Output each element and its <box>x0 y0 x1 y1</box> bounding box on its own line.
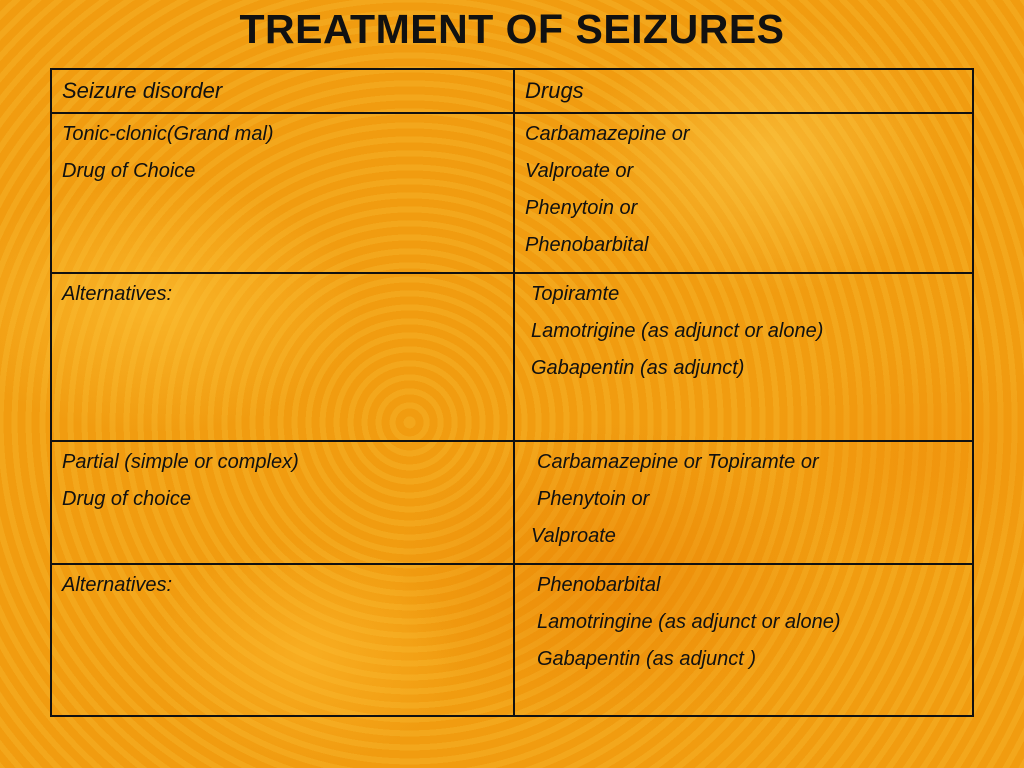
drug-text: Lamotrigine (as adjunct or alone) <box>531 320 824 342</box>
drug-text: Valproate or <box>525 160 634 182</box>
column-header-drugs: Drugs <box>514 69 973 113</box>
disorder-text: Drug of Choice <box>62 160 196 182</box>
drug-text: Phenytoin or <box>525 197 638 219</box>
column-header-seizure-disorder: Seizure disorder <box>51 69 514 113</box>
disorder-text: Drug of choice <box>62 488 191 510</box>
drug-text: Valproate <box>531 525 616 547</box>
drug-text: Phenobarbital <box>525 234 649 256</box>
disorder-cell <box>51 564 514 716</box>
drug-text: Topiramte <box>531 283 620 305</box>
drug-text: Gabapentin (as adjunct ) <box>537 648 757 670</box>
table-row <box>51 441 973 564</box>
table-header-row <box>51 69 973 113</box>
drug-text: Lamotringine (as adjunct or alone) <box>537 611 841 633</box>
drug-text: Carbamazepine or <box>525 123 690 145</box>
drug-text: Carbamazepine or Topiramte or <box>537 451 819 473</box>
drugs-cell <box>514 564 973 716</box>
drugs-cell <box>514 113 973 273</box>
drugs-cell <box>514 441 973 564</box>
disorder-text: Alternatives: <box>62 574 173 596</box>
table-row <box>51 564 973 716</box>
disorder-text: Tonic-clonic(Grand mal) <box>62 123 274 145</box>
disorder-cell <box>51 273 514 441</box>
disorder-text: Partial (simple or complex) <box>62 451 299 473</box>
slide-title: TREATMENT OF SEIZURES <box>239 6 785 52</box>
table-row <box>51 273 973 441</box>
table-row <box>51 113 973 273</box>
seizure-treatment-table <box>50 68 974 717</box>
drug-text: Phenytoin or <box>537 488 650 510</box>
drug-text: Phenobarbital <box>537 574 661 596</box>
drug-text: Gabapentin (as adjunct) <box>531 357 745 379</box>
disorder-cell <box>51 113 514 273</box>
drugs-cell <box>514 273 973 441</box>
disorder-cell <box>51 441 514 564</box>
disorder-text: Alternatives: <box>62 283 173 305</box>
